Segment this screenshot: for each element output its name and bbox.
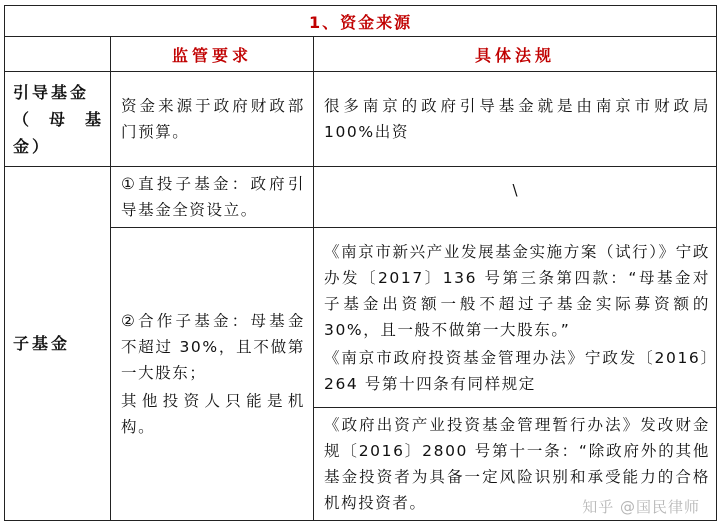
guide-fund-law: 很多南京的政府引导基金就是由南京市财政局 100%出资 bbox=[314, 72, 717, 167]
nanjing-emerging-industry-regulation: 《南京市新兴产业发展基金实施方案（试行）》宁政办发〔2017〕136 号第三条第四款：“母基金对子基金出资额一般不超过子基金实际募资额的 30%，且一般不做第一大股东。” bbox=[324, 242, 711, 339]
coop-requirement-p2: 其他投资人只能是机构。 bbox=[121, 392, 305, 436]
coop-sub-fund-law-a bbox=[314, 228, 717, 408]
coop-sub-fund-law-b: 《政府出资产业投资基金管理暂行办法》发改财金规〔2016〕2800 号第十一条：“除政府外的其他基金投资者为具备一定风险识别和承受能力的合格机构投资者。 bbox=[314, 408, 717, 521]
title-row bbox=[5, 6, 717, 37]
header-empty bbox=[5, 37, 111, 72]
watermark: 知乎 @国民律师 bbox=[582, 498, 700, 516]
fund-source-table bbox=[4, 5, 717, 521]
direct-sub-fund-law: \ bbox=[314, 167, 717, 228]
coop-sub-fund-requirement bbox=[111, 228, 314, 521]
table-title: 1、资金来源 bbox=[5, 6, 717, 37]
header-law: 具体法规 bbox=[314, 37, 717, 72]
guide-fund-label-line1: 引导基金 bbox=[13, 82, 90, 102]
sub-fund-direct-row bbox=[5, 167, 717, 228]
header-requirement: 监管要求 bbox=[111, 37, 314, 72]
header-row bbox=[5, 37, 717, 72]
coop-requirement-p1: ②合作子基金：母基金不超过 30%，且不做第一大股东； bbox=[121, 312, 305, 382]
guide-fund-label-line2: （母基 bbox=[13, 109, 104, 129]
direct-sub-fund-requirement: ①直投子基金：政府引导基金全资设立。 bbox=[111, 167, 314, 228]
guide-fund-label bbox=[5, 72, 111, 167]
sub-fund-label: 子基金 bbox=[5, 167, 111, 521]
guide-fund-label-line3: 金） bbox=[13, 136, 52, 156]
sub-fund-coop-row bbox=[5, 228, 717, 408]
nanjing-gov-fund-regulation: 《南京市政府投资基金管理办法》宁政发〔2016〕264 号第十四条有同样规定 bbox=[324, 348, 711, 393]
guide-fund-row bbox=[5, 72, 717, 167]
guide-fund-requirement: 资金来源于政府财政部门预算。 bbox=[111, 72, 314, 167]
